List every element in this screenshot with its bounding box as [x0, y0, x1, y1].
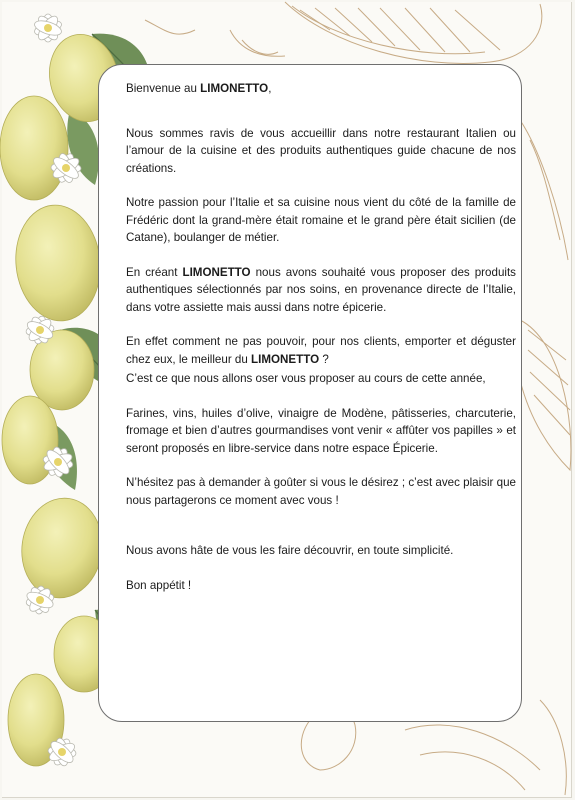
brand-name: LIMONETTO	[182, 265, 251, 279]
closing-bon-appetit: Bon appétit !	[126, 578, 192, 592]
paragraph-discover: Nous avons hâte de vous les faire découvrir, en toute simplicité.	[126, 544, 454, 557]
brand-name: LIMONETTO	[200, 82, 269, 95]
paragraph-products: En créant LIMONETTO nous avons souhaité vous proposer des produits authentiques sélectionnés par nos soins, en provenance directe de l’Italie, dans votre assiette mais aussi dans notre épicerie.	[126, 265, 516, 314]
greeting: Bienvenue au LIMONETTO,	[126, 82, 272, 95]
paragraph-tasting: N’hésitez pas à demander à goûter si vous le désirez ; c’est avec plaisir que nous partagerons ce moment avec vous !	[126, 476, 516, 507]
brand-name: LIMONETTO	[251, 352, 320, 366]
paragraph-family: Notre passion pour l’Italie et sa cuisine nous vient du côté de la famille de Frédéric dont la grand-mère était romaine et le grand père était sicilien (de Catane), boulanger de métier.	[126, 196, 516, 244]
paragraph-welcome: Nous sommes ravis de vous accueillir dans notre restaurant Italien ou l’amour de la cuisine et des produits authentiques guide chacune de nos créations.	[126, 126, 516, 175]
paragraph-this-year: C’est ce que nous allons oser vous proposer au cours de cette année,	[126, 372, 486, 385]
welcome-letter	[126, 80, 516, 594]
paragraph-takeaway: En effet comment ne pas pouvoir, pour nos clients, emporter et déguster chez eux, le meilleur du LIMONETTO ?	[126, 335, 516, 366]
paragraph-grocery: Farines, vins, huiles d’olive, vinaigre de Modène, pâtisseries, charcuterie, fromage et bien d’autres gourmandises vont venir « affûter vos papilles » et seront proposés en libre-service dans notre espace Épicerie.	[126, 406, 516, 455]
